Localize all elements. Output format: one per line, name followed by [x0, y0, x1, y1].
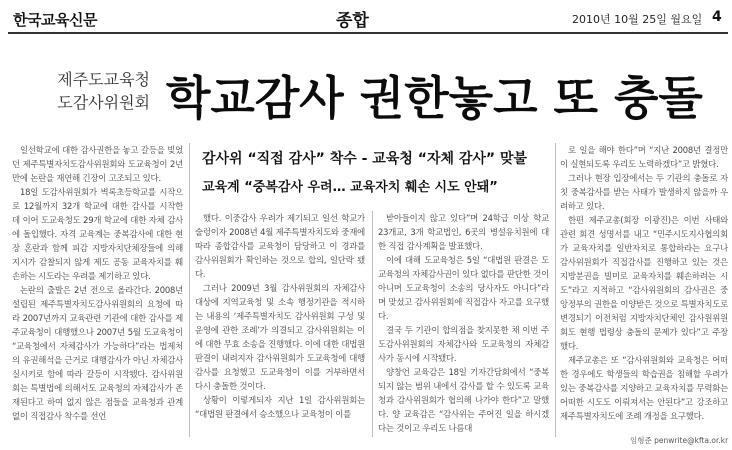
paragraph: 이에 대해 도교육청은 5일 “대법원 판결은 도교육청의 자체감사권이 있다 없다를 판단한 것이 아니며 도교육청이 소송의 당사자도 아니다”라며 맞섰고 감사위원회에 직접감사 자고를 요구했다.	[378, 255, 549, 321]
subheadline-secondary: 교육계 “중복감사 우려… 교육자치 훼손 시도 안돼”	[202, 180, 498, 195]
headline: 학교감사 권한놓고 또 충돌	[166, 71, 703, 125]
paragraph: 제주교총은 또 “감사위원회와 교육청은 어떠한 경우에도 학생들의 학습권을 침해할 우려가 있는 중복감사를 지양하고 교육자치를 무력화는 어떠한 시도도 이뤄져서는 안된다”고 강조하고 제주특별자치도에 조례 개정을 요구했다.	[560, 355, 728, 421]
newspaper-name: 한국교육신문	[13, 11, 97, 29]
page-number: 4	[712, 9, 722, 25]
article-column-4	[560, 143, 728, 425]
paragraph: 일선학교에 대한 감사권한을 놓고 갈등을 빚었던 제주특별자치도감사위원회와 도교육청이 2년만에 논란을 재연해 긴장이 고조되고 있다.	[12, 145, 183, 183]
column-divider	[189, 143, 190, 437]
subheadline-primary: 감사위 “직접 감사” 착수 - 교육청 “자체 감사” 맞불	[202, 151, 528, 167]
paragraph: 상황이 이렇게되자 지난 1일 감사위원회는 “대법원 판결에서 승소했으나 교육청이 이를	[195, 395, 365, 419]
paragraph: 로 일을 해야 한다”며 “지난 2008년 결정만이 실현되도록 우리도 노력하겠다”고 밝혔다.	[560, 145, 728, 169]
paragraph: 한편 제주교총(회장 이광진)은 이번 사태와 관련 회견 성명서를 내고 “민주시도지사협의회가 교육자치를 일반자치로 통합하라는 요구나 감사위원회가 직접감사를 진행하고 있는 것은 지방분권을 빌미로 교육자치를 훼손하려는 시도”라고 지적하고 “감사위원회의 감사권은 중앙정부의 권한을 이양받은 것으로 특별자치도로 변경되기 이전처럼 지방자치단체인 감사원위원회도 현행 법령상 충돌의 문제가 있다”고 주장했다.	[560, 215, 728, 351]
issue-date: 2010년 10월 25일 월요일	[572, 13, 703, 26]
organizations-label	[30, 68, 150, 114]
paragraph: 받아들이지 않고 있다”며 24학급 이상 학교 23개교, 3개 학교법인, 6곳의 병설유치원에 대한 직접 감사계획을 발표했다.	[378, 213, 549, 251]
paragraph: 했다. 이중감사 우려가 제기되고 일선 학교가 술렁이자 2008년 4월 제주특별자치도와 중재에 따라 종합감사를 교육청이 담당하고 이 경과를 감사위원회가 확인하는 것으로 합의, 일단락 됐다.	[195, 213, 365, 279]
section-title: 종합	[336, 11, 369, 31]
paragraph: 논란의 출발은 2년 전으로 올라간다. 2008년 설립된 제주특별자치도감사위원회의 요청에 따라 2007년까지 교육관련 기관에 대한 감사를 제주교육청이 대행했으나 2007년 5월 도교육청이 “교육청에서 자체감사가 가능하다”라는 법제처의 유권해석을 근거로 대행감사가 아닌 자체감사 실시키로 함에 따라 갈등이 시작됐다. 감사위원회는 특별법에 의해서도 교육청의 자체감사가 존재된다고 하여 없지 않은 점들을 교육청과 관계없이 직접감사 착수를 선언	[12, 285, 183, 421]
author-byline: 임형준 penwrite@kfta.or.kr	[630, 436, 729, 445]
paragraph: 18일 도감사위원회가 벽록초등학교를 시작으로 12월까지 32개 학교에 대한 감사를 시작한 데 이어 도교육청도 29개 학교에 대한 자체 감사에 돌입했다. 자격 교육계는 중복감사에 대한 현장 혼란과 함께 피감 지방자치단체장들에 의해 지시가 감찰되지 않게 제도 공동 교육자치를 훼손하는 시도라는 우려를 제기하고 있다.	[12, 187, 183, 281]
article-column-1	[12, 143, 183, 437]
organization-2: 도감사위원회	[57, 93, 150, 112]
paragraph: 결국 두 기관이 합의점을 찾지못한 채 이번 주 도감사위원회의 자체감사와 도교육청의 자체감사가 동시에 시작됐다.	[378, 325, 549, 363]
paragraph: 그러나 현장 입장에서는 두 기관의 충돌로 자칫 중복감사를 받는 사태가 발생하지 않을까 우려하고 있다.	[560, 173, 728, 211]
masthead	[0, 0, 732, 34]
article-column-2	[195, 211, 365, 437]
column-divider	[372, 211, 373, 437]
column-divider	[555, 143, 556, 437]
paragraph: 그러나 2009년 3월 감사위원회의 자체감사 대상에 지역교육청 및 소속 행정기관을 적시하는 내용의 ‘제주특별자치도 감사위원회 구성 및 운영에 관한 조례’가 의결되고 감사위원회는 이에 대한 무효 소송을 진행했다. 이에 대한 대법원 판결이 내려지자 감사위원회가 도교육청에 대행감사를 요청했고 도교육청이 이를 거부하면서 다시 충돌한 것이다.	[195, 283, 365, 391]
organization-1: 제주도교육청	[57, 70, 150, 89]
paragraph: 양창언 교육감은 18일 기자간담회에서 “중복되지 않는 범위 내에서 감사를 할 수 있도록 교육청과 감사위원회가 협의해 나가야 한다”고 말했다. 양 교육감은 “감사위는 주어진 일을 하시겠다는 것이고 우리도 나름대	[378, 367, 549, 433]
masthead-rule	[8, 32, 728, 34]
article-column-3	[378, 211, 549, 437]
